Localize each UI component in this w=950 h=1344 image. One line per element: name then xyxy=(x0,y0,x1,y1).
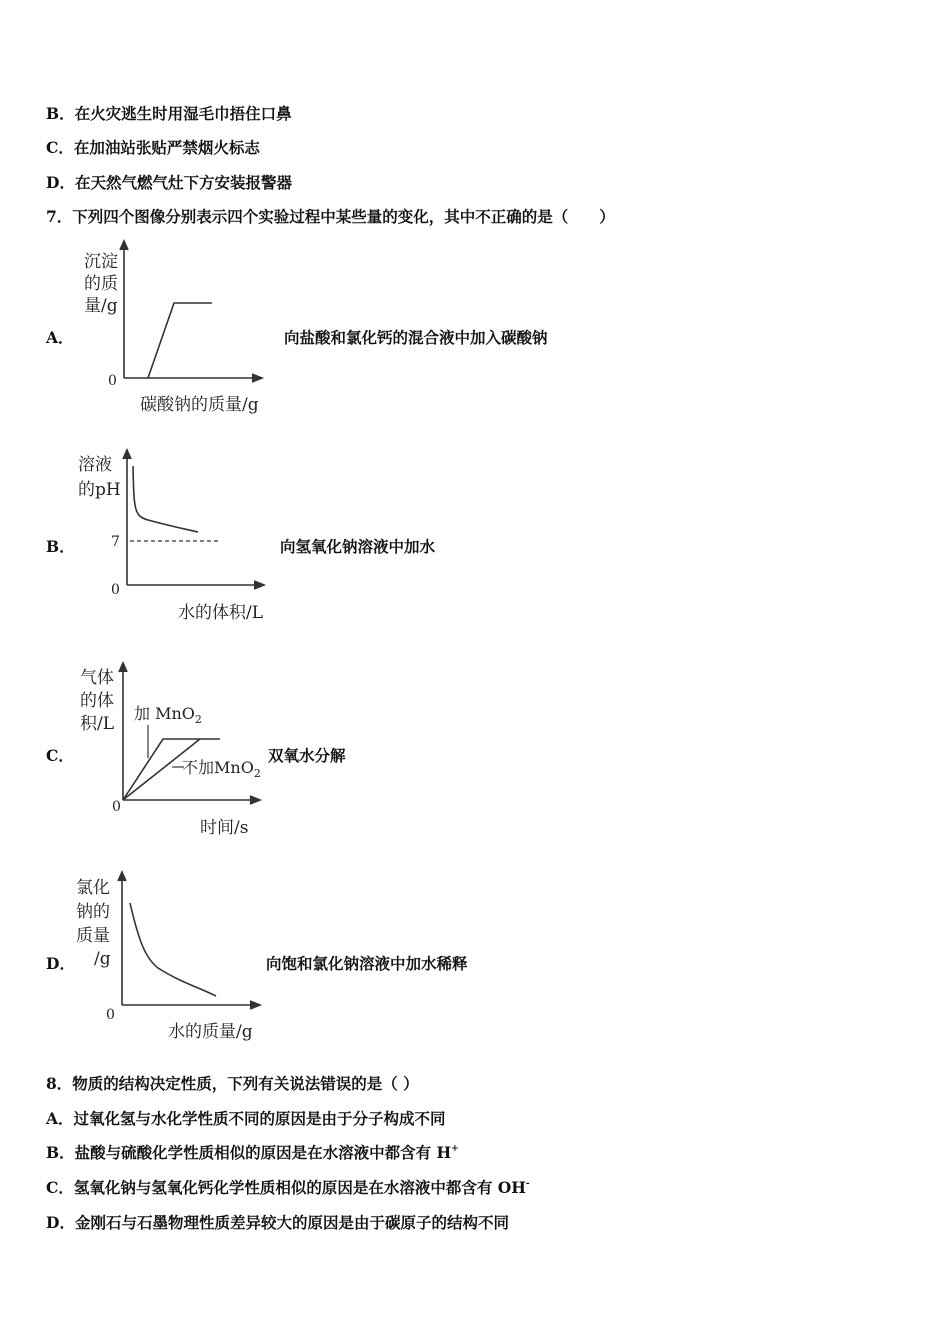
graph-c-ylabel-2: 的体 xyxy=(80,691,114,711)
graph-c-ylabel-3: 积/L xyxy=(80,714,115,734)
graph-a-axes xyxy=(120,241,262,382)
q7-option-d-desc: 向饱和氯化钠溶液中加水稀释 xyxy=(266,954,468,973)
graph-d-ylabel-4: /g xyxy=(94,949,111,969)
q8-option-c: C．氢氧化钠与氢氧化钙化学性质相似的原因是在水溶液中都含有 OH- xyxy=(46,1178,530,1197)
graph-a-ylabel-3: 量/g xyxy=(84,296,118,316)
graph-d xyxy=(70,865,290,1050)
graph-a-curve xyxy=(148,303,212,378)
graph-b-ylabel-1: 溶液 xyxy=(78,455,112,475)
q7-option-c-desc: 双氧水分解 xyxy=(268,746,346,765)
q8-option-d: D．金刚石与石墨物理性质差异较大的原因是由于碳原子的结构不同 xyxy=(46,1213,509,1232)
q7-option-b-desc: 向氢氧化钠溶液中加水 xyxy=(280,537,436,556)
graph-d-ylabel-1: 氯化 xyxy=(76,878,110,898)
q7-option-a-label: A． xyxy=(46,328,74,347)
graph-a-ylabel-1: 沉淀 xyxy=(84,252,118,272)
graph-d-xlabel: 水的质量/g xyxy=(168,1022,253,1042)
prev-option-d: D．在天然气燃气灶下方安装报警器 xyxy=(46,173,292,192)
prev-option-b: B．在火灾逃生时用湿毛巾捂住口鼻 xyxy=(46,104,292,123)
q7-stem: 7．下列四个图像分别表示四个实验过程中某些量的变化，其中不正确的是（ ） xyxy=(46,207,615,226)
graph-c-curve2-label: 不加MnO$_2$ xyxy=(182,758,261,780)
graph-c-origin: 0 xyxy=(112,799,121,815)
graph-b-ylabel-2: 的pH xyxy=(78,480,121,500)
graph-c xyxy=(70,655,290,845)
graph-d-ylabel-2: 钠的 xyxy=(76,902,110,922)
graph-d-ylabel-3: 质量 xyxy=(76,926,110,946)
q8-option-b: B．盐酸与硫酸化学性质相似的原因是在水溶液中都含有 H+ xyxy=(46,1143,459,1162)
prev-option-c: C．在加油站张贴严禁烟火标志 xyxy=(46,138,260,157)
q7-option-c-label: C． xyxy=(46,746,74,765)
graph-d-curve xyxy=(130,903,216,996)
graph-b-curve xyxy=(133,466,198,532)
graph-d-axes xyxy=(118,872,260,1009)
graph-c-ylabel-1: 气体 xyxy=(80,668,114,688)
graph-a xyxy=(70,235,290,420)
graph-c-curve1-label: 加 MnO$_2$ xyxy=(134,704,202,726)
q8-option-a: A．过氧化氢与水化学性质不同的原因是由于分子构成不同 xyxy=(46,1109,446,1128)
graph-b-origin: 0 xyxy=(111,582,120,598)
graph-b-ref-tick: 7 xyxy=(111,534,120,550)
graph-a-xlabel: 碳酸钠的质量/g xyxy=(140,395,259,415)
graph-b xyxy=(70,440,290,630)
q7-option-d-label: D． xyxy=(46,954,75,973)
graph-c-xlabel: 时间/s xyxy=(200,818,249,838)
q8-stem: 8．物质的结构决定性质，下列有关说法错误的是（ ） xyxy=(46,1074,419,1093)
graph-b-xlabel: 水的体积/L xyxy=(178,603,264,623)
q7-option-b-label: B． xyxy=(46,537,75,556)
graph-d-origin: 0 xyxy=(106,1007,115,1023)
q7-option-a-desc: 向盐酸和氯化钙的混合液中加入碳酸钠 xyxy=(284,328,548,347)
graph-c-axes xyxy=(119,663,260,804)
graph-a-ylabel-2: 的质 xyxy=(84,274,118,294)
graph-a-origin: 0 xyxy=(108,373,117,389)
